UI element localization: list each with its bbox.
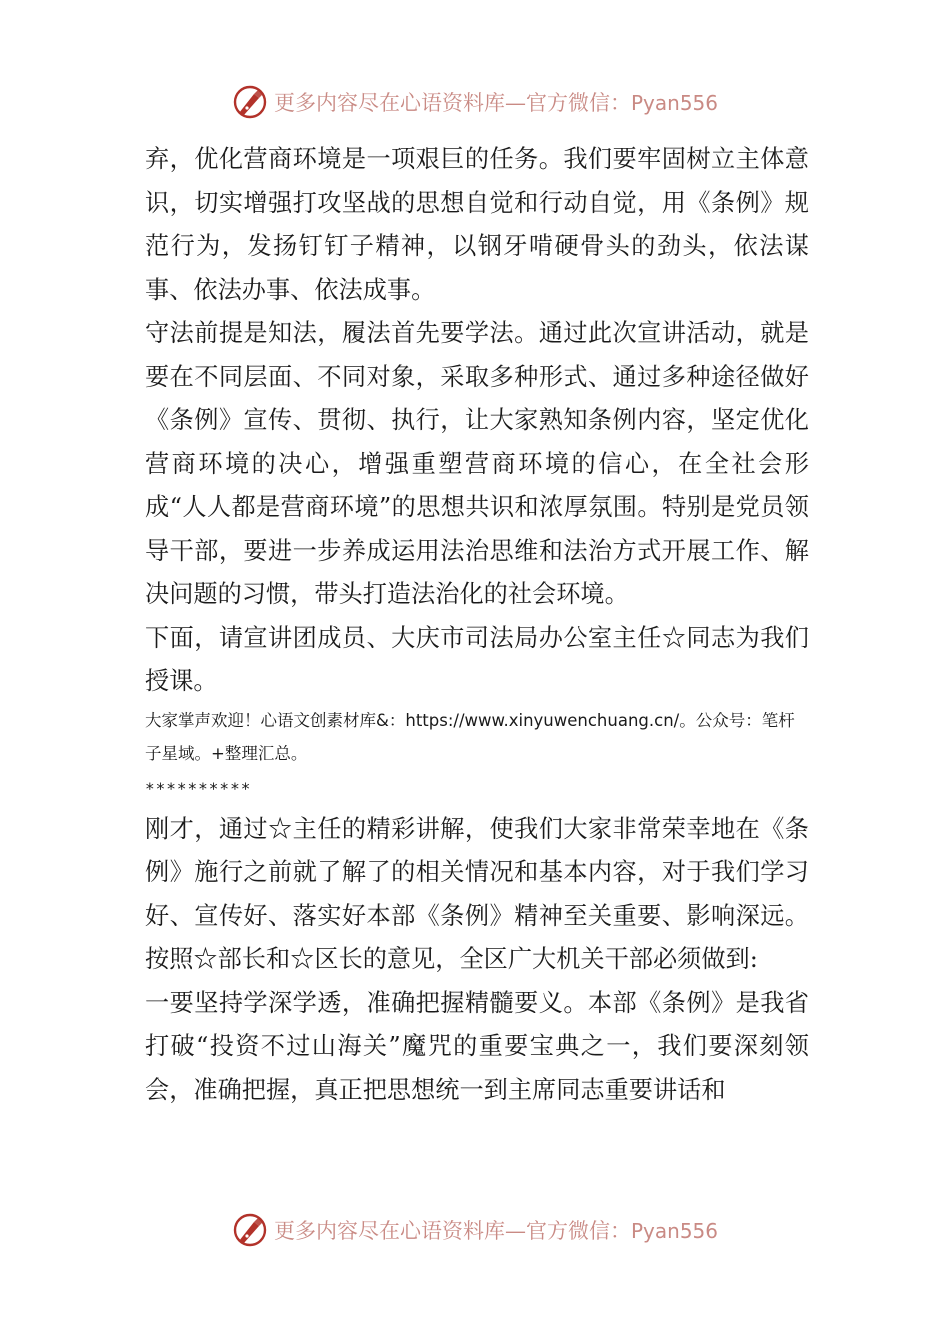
header-banner-text: 更多内容尽在心语资料库—官方微信：Pyan556 <box>273 91 718 115</box>
paragraph: 弃，优化营商环境是一项艰巨的任务。我们要牢固树立主体意识，切实增强打攻坚战的思想自觉和行动自觉，用《条例》规范行为，发扬钉钉子精神，以钢牙啃硬骨头的劲头，依法谋事、依法办事、依法成事。 <box>145 145 809 304</box>
source-note: 大家掌声欢迎！心语文创素材库&：https://www.xinyuwenchuang.cn/。公众号：笔杆子星域。+整理汇总。 <box>145 710 795 763</box>
document-body <box>145 138 809 1112</box>
pen-nib-logo-icon <box>232 84 268 120</box>
paragraph: 刚才，通过☆主任的精彩讲解，使我们大家非常荣幸地在《条例》施行之前就了解了的相关情况和基本内容，对于我们学习好、宣传好、落实好本部《条例》精神至关重要、影响深远。按照☆部长和☆区长的意见，全区广大机关干部必须做到: <box>145 814 809 973</box>
paragraph: 一要坚持学深学透，准确把握精髓要义。本部《条例》是我省打破“投资不过山海关”魔咒的重要宝典之一，我们要深刻领会，准确把握，真正把思想统一到主席同志重要讲话和 <box>145 988 809 1104</box>
wechat-id: Pyan556 <box>630 91 718 115</box>
paragraph: 下面，请宣讲团成员、大庆市司法局办公室主任☆同志为我们授课。 <box>145 623 809 695</box>
pen-nib-logo-icon <box>232 1212 268 1248</box>
separator: ********** <box>145 778 252 798</box>
paragraph: 守法前提是知法，履法首先要学法。通过此次宣讲活动，就是要在不同层面、不同对象，采取多种形式、通过多种途径做好《条例》宣传、贯彻、执行，让大家熟知条例内容，坚定优化营商环境的决心，增强重塑营商环境的信心，在全社会形成“人人都是营商环境”的思想共识和浓厚氛围。特别是党员领导干部，要进一步养成运用法治思维和法治方式开展工作、解决问题的习惯，带头打造法治化的社会环境。 <box>145 319 809 608</box>
footer-banner <box>0 1210 950 1250</box>
header-banner <box>0 82 950 122</box>
wechat-id: Pyan556 <box>630 1219 718 1243</box>
footer-banner-text: 更多内容尽在心语资料库—官方微信：Pyan556 <box>273 1219 718 1243</box>
